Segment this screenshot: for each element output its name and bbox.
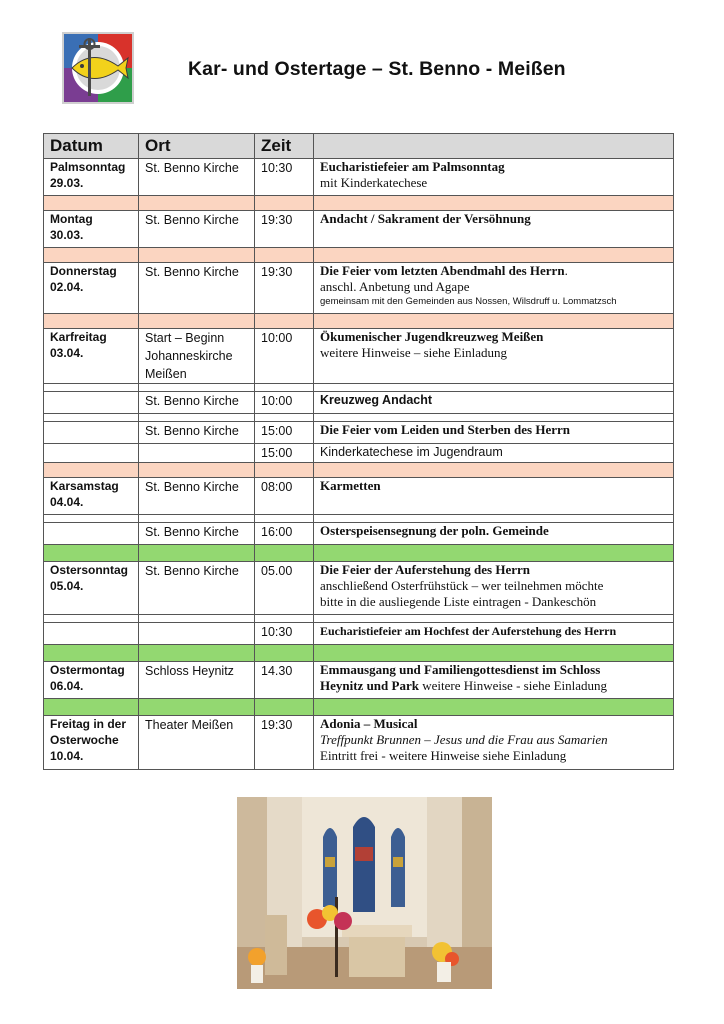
description-cell [314,211,674,248]
separator-row [44,248,674,263]
table-row [44,329,674,384]
day-date: 06.04. [50,679,84,693]
location-cell [139,329,255,384]
event-detail: anschl. Anbetung und Agape [320,279,470,294]
event-detail: mit Kinderkatechese [320,175,428,190]
separator-row [44,196,674,211]
separator-row [44,463,674,478]
day-date: 05.04. [50,579,84,593]
church-altar-easter-flowers-photo [237,797,492,989]
separator-row [44,515,674,523]
date-cell [44,478,139,515]
event-title: Karmetten [320,478,381,493]
event-title: Osterspeisensegnung der poln. Gemeinde [320,523,549,538]
separator-row [44,414,674,422]
time-cell: 10:00 [255,392,314,414]
date-cell [44,392,139,414]
description-cell [314,478,674,515]
date-cell [44,263,139,314]
event-title: Die Feier vom Leiden und Sterben des Herrn [320,422,570,437]
event-detail: weitere Hinweise - siehe Einladung [418,678,608,693]
separator-row [44,314,674,329]
separator-row [44,615,674,623]
date-cell [44,523,139,545]
time-cell: 05.00 [255,562,314,615]
table-row [44,623,674,645]
schedule-table [43,133,674,770]
column-header-datum: Datum [44,134,139,159]
parish-fish-cross-logo-icon [62,32,134,104]
date-cell [44,159,139,196]
location-cell: St. Benno Kirche [139,392,255,414]
event-title: Ökumenischer Jugendkreuzweg Meißen [320,329,544,344]
description-cell [314,159,674,196]
event-detail: anschließend Osterfrühstück – wer teilnehmen möchte [320,578,604,593]
description-cell [314,662,674,699]
day-name: Palmsonntag [50,160,126,174]
date-cell [44,211,139,248]
time-cell: 10:30 [255,623,314,645]
table-row [44,478,674,515]
day-name: Karfreitag [50,330,107,344]
event-title: Die Feier der Auferstehung des Herrn [320,562,531,577]
day-name: Osterwoche [50,733,119,747]
table-row [44,422,674,444]
day-name: Ostersonntag [50,563,129,577]
description-cell [314,444,674,463]
column-header-description [314,134,674,159]
location-cell: Theater Meißen [139,716,255,770]
time-cell: 19:30 [255,211,314,248]
event-title: Eucharistiefeier am Hochfest der Auferstehung des Herrn [320,624,617,638]
table-row [44,716,674,770]
separator-row [44,699,674,716]
time-cell: 15:00 [255,444,314,463]
column-header-zeit: Zeit [255,134,314,159]
table-row [44,523,674,545]
event-title: Heynitz und Park [320,678,419,693]
location-cell: St. Benno Kirche [139,422,255,444]
day-name: Ostermontag [50,663,125,677]
description-cell [314,329,674,384]
separator-row [44,545,674,562]
event-detail: bitte in die ausliegende Liste eintragen - Dankeschön [320,594,597,609]
table-row [44,562,674,615]
day-name: Donnerstag [50,264,117,278]
event-title: Kreuzweg Andacht [320,393,433,407]
event-detail: Eintritt frei - weitere Hinweise siehe Einladung [320,748,567,763]
table-row [44,444,674,463]
time-cell: 19:30 [255,716,314,770]
day-date: 03.04. [50,346,84,360]
location-cell: St. Benno Kirche [139,159,255,196]
event-title: Eucharistiefeier am Palmsonntag [320,159,505,174]
location-cell: Schloss Heynitz [139,662,255,699]
description-cell [314,623,674,645]
location-cell [139,444,255,463]
date-cell [44,444,139,463]
event-detail: weitere Hinweise – siehe Einladung [320,345,507,360]
location-cell: St. Benno Kirche [139,562,255,615]
table-row [44,211,674,248]
date-cell [44,422,139,444]
day-date: 30.03. [50,228,84,242]
table-row [44,662,674,699]
event-title: Kinderkatechese im Jugendraum [320,445,503,459]
location-line: Johanneskirche [145,349,233,363]
description-cell [314,422,674,444]
description-cell [314,523,674,545]
column-header-ort: Ort [139,134,255,159]
day-date: 29.03. [50,176,84,190]
event-title: Emmausgang und Familiengottesdienst im Schloss [320,662,601,677]
page-title: Kar- und Ostertage – St. Benno - Meißen [188,58,566,80]
event-title-end: . [564,263,568,278]
location-cell: St. Benno Kirche [139,211,255,248]
location-line: Start – Beginn [145,331,225,345]
table-row [44,263,674,314]
location-cell [139,623,255,645]
time-cell: 19:30 [255,263,314,314]
day-name: Freitag in der [50,717,127,731]
day-date: 04.04. [50,495,84,509]
time-cell: 10:00 [255,329,314,384]
date-cell [44,623,139,645]
time-cell: 14.30 [255,662,314,699]
description-cell [314,716,674,770]
time-cell: 16:00 [255,523,314,545]
day-date: 02.04. [50,280,84,294]
time-cell: 15:00 [255,422,314,444]
day-name: Montag [50,212,93,226]
separator-row [44,645,674,662]
description-cell [314,263,674,314]
event-detail: Treffpunkt Brunnen – Jesus und die Frau aus Samarien [320,732,608,747]
date-cell [44,329,139,384]
table-header-row [44,134,674,159]
time-cell: 10:30 [255,159,314,196]
event-title: Andacht / Sakrament der Versöhnung [320,211,531,226]
separator-row [44,384,674,392]
date-cell [44,716,139,770]
description-cell [314,562,674,615]
location-cell: St. Benno Kirche [139,263,255,314]
day-name: Karsamstag [50,479,119,493]
event-note: gemeinsam mit den Gemeinden aus Nossen, Wilsdruff u. Lommatzsch [320,296,617,307]
event-title: Adonia – Musical [320,716,418,731]
location-cell: St. Benno Kirche [139,523,255,545]
table-row [44,159,674,196]
location-line: Meißen [145,367,187,381]
location-cell: St. Benno Kirche [139,478,255,515]
description-cell [314,392,674,414]
time-cell: 08:00 [255,478,314,515]
table-row [44,392,674,414]
date-cell [44,662,139,699]
day-date: 10.04. [50,749,84,763]
date-cell [44,562,139,615]
event-title: Die Feier vom letzten Abendmahl des Herrn [320,263,565,278]
